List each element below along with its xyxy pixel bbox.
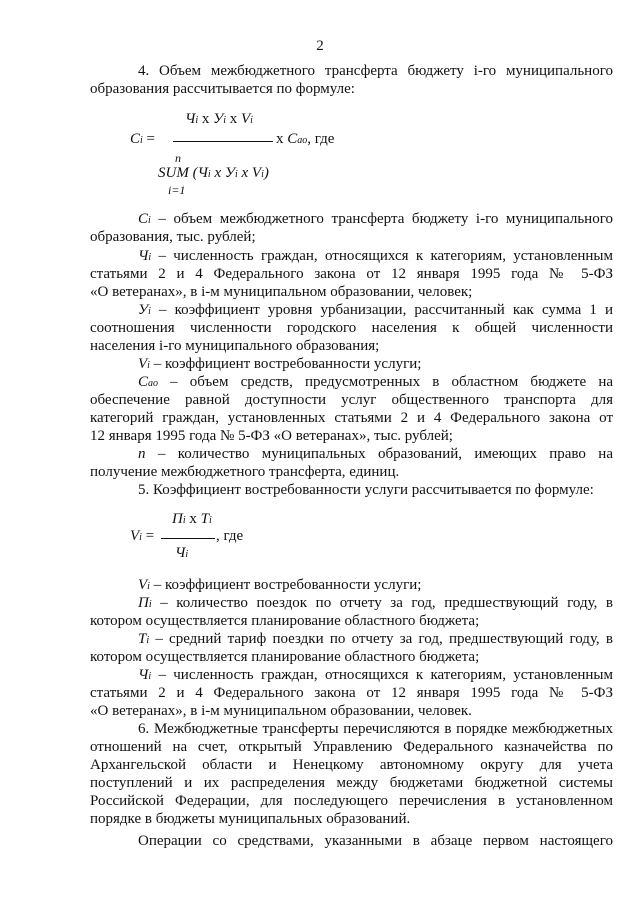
formula-1-sum-n: n — [175, 151, 181, 165]
def2-Ch-line-3: «О ветеранах», в i-м муниципальном образовании, человек. — [90, 703, 472, 719]
paragraph-6-line-3: Архангельской области и Ненецкому автономному округу для учета — [90, 757, 613, 773]
def-Ch-line-1: Чi – численность граждан, относящихся к категориям, установленным — [138, 248, 613, 264]
def2-T-line-2: котором осуществляется планирование областного бюджета; — [90, 649, 480, 665]
formula-1-lhs: Ci = — [130, 131, 156, 147]
formula-1-denominator: SUM (Чi x Уi x Vi) — [158, 165, 269, 181]
def-n-line-2: получение межбюджетного трансферта, единиц. — [90, 464, 400, 480]
def-Cao-line-4: 12 января 1995 года № 5-ФЗ «О ветеранах», тыс. рублей; — [90, 428, 453, 444]
paragraph-7-line-1: Операции со средствами, указанными в абзаце первом настоящего — [138, 833, 613, 849]
paragraph-4-line-2: образования рассчитывается по формуле: — [90, 81, 355, 97]
def-U-line-3: населения i-го муниципального образования; — [90, 338, 380, 354]
paragraph-4-line-1: 4. Объем межбюджетного трансферта бюджету i-го муниципального — [138, 63, 613, 79]
def-Cao-line-1: Cао – объем средств, предусмотренных в областном бюджете на — [138, 374, 613, 390]
formula-2-tail: , где — [216, 528, 244, 544]
def2-Ch-line-1: Чi – численность граждан, относящихся к категориям, установленным — [138, 667, 613, 683]
formula-2-fraction-bar — [161, 538, 215, 539]
paragraph-5-line-1: 5. Коэффициент востребованности услуги рассчитывается по формуле: — [138, 482, 594, 498]
paragraph-6-line-5: Российской Федерации, для последующего перечисления в установленном — [90, 793, 613, 809]
def-V-line-1: Vi – коэффициент востребованности услуги; — [138, 356, 422, 372]
def-U-line-2: соотношения численности городского населения к общей численности — [90, 320, 613, 336]
formula-1-tail: x Cао, где — [276, 131, 335, 147]
def-Ch-line-3: «О ветеранах», в i-м муниципальном образовании, человек; — [90, 284, 473, 300]
def-Ch-line-2: статьями 2 и 4 Федерального закона от 12 января 1995 года № 5-ФЗ — [90, 266, 613, 282]
def-n-line-1: n – количество муниципальных образований, имеющих право на — [138, 446, 613, 462]
def2-V-line-1: Vi – коэффициент востребованности услуги; — [138, 577, 422, 593]
page-number: 2 — [316, 38, 324, 54]
def2-P-line-1: Пi – количество поездок по отчету за год, предшествующий году, в — [138, 595, 613, 611]
def-Cao-line-2: обеспечение равной доступности услуг общественного транспорта для — [90, 392, 613, 408]
def2-T-line-1: Тi – средний тариф поездки по отчету за год, предшествующий году, в — [138, 631, 613, 647]
def-Cao-line-3: категорий граждан, установленных статьями 2 и 4 Федерального закона от — [90, 410, 613, 426]
paragraph-6-line-4: поступлений и их распределения между бюджетами бюджетной системы — [90, 775, 613, 791]
paragraph-6-line-6: порядке в бюджеты муниципальных образований. — [90, 811, 411, 827]
formula-2-denominator: Чi — [175, 545, 189, 561]
formula-2-lhs: Vi = — [130, 528, 155, 544]
formula-1-numerator: Чi x Уi x Vi — [185, 111, 253, 127]
def-U-line-1: Уi – коэффициент уровня урбанизации, рассчитанный как сумма 1 и — [138, 302, 613, 318]
def2-P-line-2: котором осуществляется планирование областного бюджета; — [90, 613, 480, 629]
def-C-line-2: образования, тыс. рублей; — [90, 229, 256, 245]
formula-1-sum-index: i=1 — [168, 183, 186, 197]
formula-2-numerator: Пi x Тi — [172, 511, 212, 527]
def-C-line-1: Ci – объем межбюджетного трансферта бюджету i-го муниципального — [138, 211, 613, 227]
def2-Ch-line-2: статьями 2 и 4 Федерального закона от 12 января 1995 года № 5-ФЗ — [90, 685, 613, 701]
formula-1-fraction-bar — [173, 141, 273, 142]
paragraph-6-line-1: 6. Межбюджетные трансферты перечисляются в порядке межбюджетных — [138, 721, 613, 737]
paragraph-6-line-2: отношений на счет, открытый Управлению Федерального казначейства по — [90, 739, 613, 755]
